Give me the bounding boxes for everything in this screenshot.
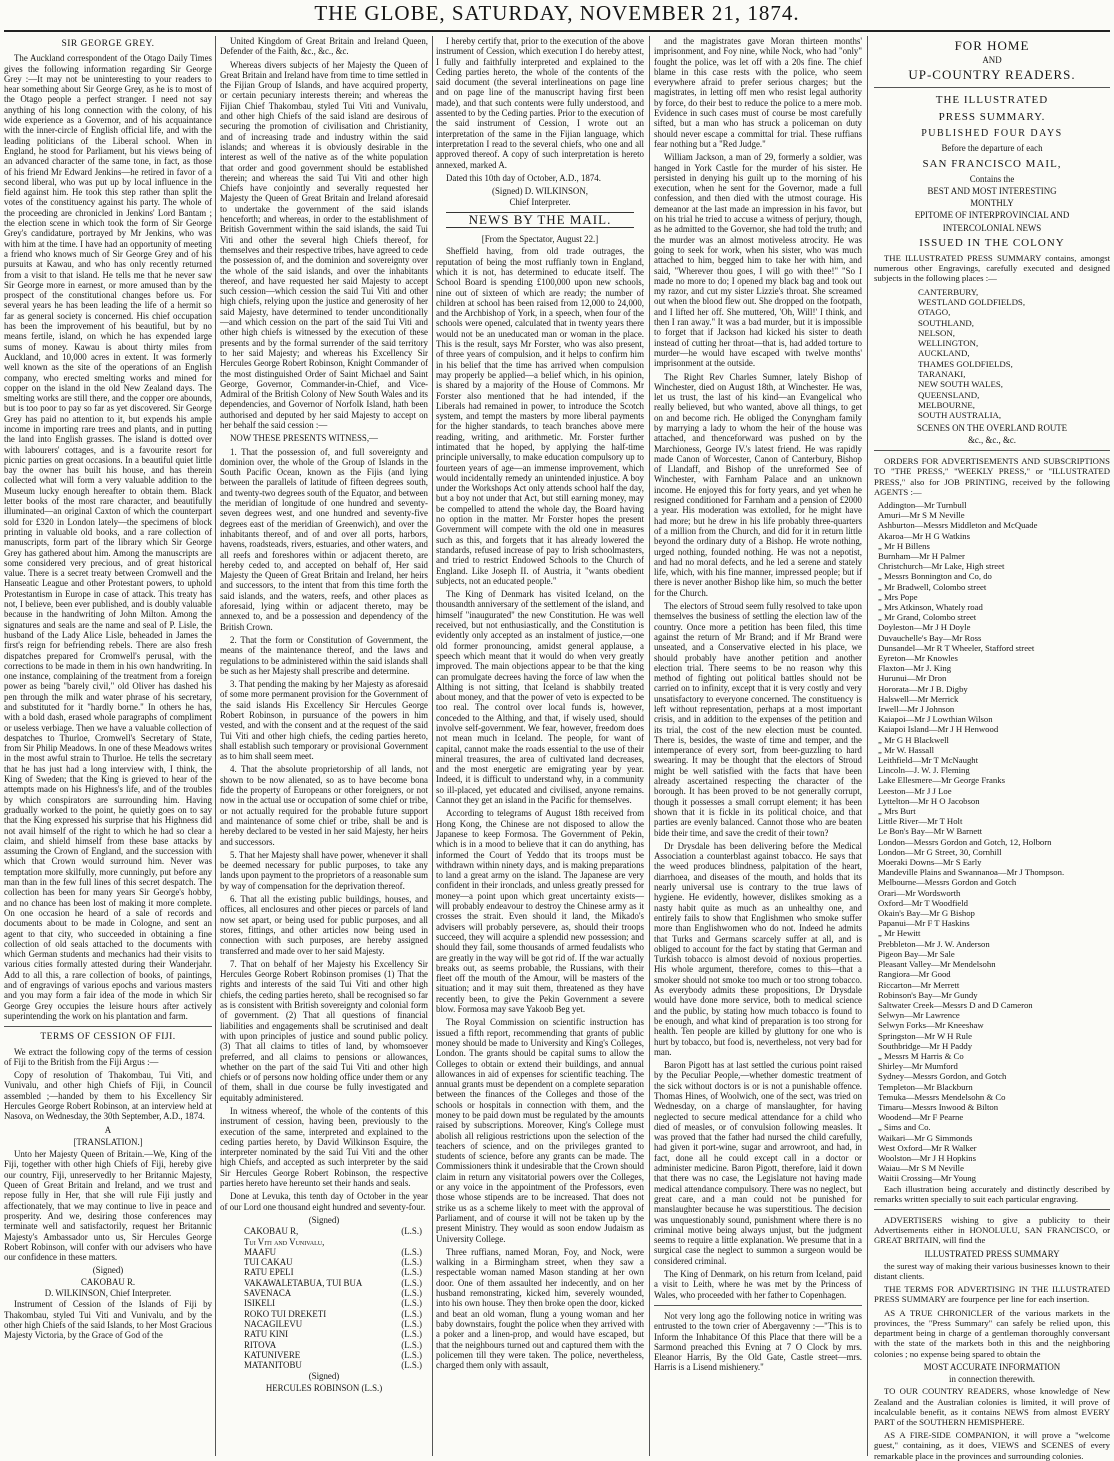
article-paragraph: United Kingdom of Great Britain and Ireland Queen, Defender of the Faith, &c., &c., &c. bbox=[220, 36, 431, 57]
intercolonial-line: INTERCOLONIAL NEWS bbox=[942, 222, 1042, 233]
article-paragraph: Whereas divers subjects of her Majesty the Queen of Great Britain and Ireland have from time to time settled in the Fijian Group of Islands, and have acquired property, or certain pecuniary interests therein; and whereas the Fijian Chief Thakombau, styled Tui Viti and Vunivalu, and other high Chiefs of the said island are desirous of securing the promotion of civilisation and Christianity, and of increasing trade and industry within the said islands; and whereas it is obviously desirable in the interest as well of the native as of the white population that order and good government should be established therein; and whereas the said Tui Viti and other high Chiefs have conjointly and severally requested her Majesty the Queen of Great Britain and Ireland aforesaid to undertake the government of the said islands henceforth; and whereas, in order to the establishment of British Government within the said islands, the said Tui Viti and other the several high Chiefs thereof, for themselves and their respective tribes, have agreed to cede the possession of, and the dominion and sovereignty over the whole of the said islands, and over the inhabitants thereof, and have requested her said Majesty to accept such cession—which cession the said Tui Viti and other high chiefs, relying upon the justice and generosity of her said Majesty, have determined to tender unconditionally—and which cession on the part of the said Tui Viti and other high chiefs is witnessed by the execution of these presents and by the formal surrender of the said territory to her said Majesty; and whereas his Excellency Sir Hercules George Robert Robinson, Knight Commander of the most distinguished Order of Saint Michael and Saint George, Governor, Commander-in-Chief, and Vice-Admiral of the British Colony of New South Wales and its dependencies, and Governor of Norfolk Island, hath been authorised and deputed by her said Majesty to accept on her behalf the said cession :— bbox=[220, 59, 431, 430]
signatory: HERCULES ROBINSON (L.S.) bbox=[265, 1382, 383, 1393]
advertisers-paragraph: ADVERTISERS wishing to give a publicity to their Advertisements either in HONOLULU, SAN FRANCISCO, or GREAT BRITAIN, will find the bbox=[874, 1214, 1113, 1246]
san-francisco-mail: SAN FRANCISCO MAIL, bbox=[922, 157, 1062, 170]
signatory-name: NACAGILEVU bbox=[244, 1318, 303, 1329]
signatory-name: SAVENACA bbox=[244, 1288, 292, 1299]
article-paragraph: Three ruffians, named Moran, Foy, and Nock, were walking in a Birmingham street, when they saw a respectable woman named Mason standing at her own door. One of them assaulted her indecently, and on her husband remonstrating, kicked him, severely wounded, into his own house. They then broke open the door, kicked and beat an old woman, flung a young woman and her baby downstairs, fought the police when they arrived with a poker and a linen-prop, and would have escaped, but that the neighbours turned out and captured them with the policemen till they were taken. The police, nevertheless, charged them only with assault, bbox=[436, 1246, 647, 1371]
article-paragraph: 3. That pending the making by her Majesty as aforesaid of some more permanent provision for the Government of the said islands His Excellency Sir Hercules George Robert Robinson, in pursuance of the powers in him vested, and with the consent and at the request of the said Tui Viti and other high chiefs, the ceding parties hereto, shall establish such temporary or provisional Government as to him shall seem meet. bbox=[220, 679, 431, 762]
signatory-row bbox=[220, 1247, 428, 1257]
agent-item: London—Mr G Street, 30, Cornhill bbox=[878, 846, 1002, 857]
source-line: [From the Spectator, August 22.] bbox=[481, 234, 599, 245]
agent-item: Woolston—Mr J H Hopkins bbox=[878, 1152, 977, 1163]
article-paragraph: Dated this 10th day of October, A.D., 1874. bbox=[446, 172, 601, 183]
agents-list bbox=[874, 500, 1110, 1184]
agent-item: Pigeon Bay—Mr Sale bbox=[878, 948, 955, 959]
signed-label: (Signed) bbox=[92, 1265, 124, 1276]
agent-item: Addington—Mr Turnbull bbox=[878, 499, 967, 510]
column-rule bbox=[649, 36, 650, 1456]
best-line: BEST AND MOST INTERESTING bbox=[927, 185, 1057, 196]
agent-item: „ Mrs Burt bbox=[878, 806, 916, 817]
agent-item: Robinson's Bay—Mr Gundy bbox=[878, 989, 978, 1000]
agent-item: Moeraki Downs—Mr S Early bbox=[878, 857, 982, 868]
signatory-row bbox=[220, 1278, 428, 1288]
signatory-name: RATU EPELI bbox=[244, 1267, 294, 1278]
town-item: TARANAKI, bbox=[918, 369, 966, 380]
agent-item: Selwyn Forks—Mr Kneeshaw bbox=[878, 1020, 984, 1031]
town-item: SOUTH AUSTRALIA, bbox=[918, 410, 1002, 421]
agent-item: Southbridge—Mr H Paddy bbox=[878, 1040, 973, 1051]
accurate-line: MOST ACCURATE INFORMATION bbox=[923, 1361, 1061, 1372]
town-item: WELLINGTON, bbox=[918, 338, 979, 349]
agent-item: „ Mr Bradwell, Colombo street bbox=[878, 581, 987, 592]
agent-item: London—Messrs Gordon and Gotch, 12, Holborn bbox=[878, 836, 1052, 847]
agent-item: „ Mr Grand, Colombo street bbox=[878, 612, 977, 623]
terms-paragraph: THE TERMS FOR ADVERTISING IN THE ILLUSTRATED PRESS SUMMARY are fourpence per line for each insertion. bbox=[874, 1284, 1113, 1305]
masthead-rule bbox=[4, 30, 1110, 32]
signatory-row bbox=[220, 1309, 428, 1319]
country-paragraph: TO OUR COUNTRY READERS, whose knowledge of New Zealand and the Australian colonies is limited, it will prove of incalculable benefit, as it contains NEWS from almost EVERY PART of the SOUTHERN HEMISPHERE. bbox=[874, 1386, 1113, 1427]
article-paragraph: The Royal Commission on scientific instruction has issued a fifth report, recommending that grants of public money should be made to University and King's Colleges, London. The grants should be capital sums to allow the Colleges to obtain or extend their buildings, and annual allowances in aid of expenses for scientific teaching. The annual grants must be dependent on a complete separation between the finances of the Colleges and those of the schools or hospitals in connection with them, and the money to be paid down must be regulated by the amounts raised by subscriptions. Moreover, King's College must abolish all religious restrictions upon the selection of the teachers of science, and on the privileges granted to students of science, before any grants can be made. The Commissioners think it undesirable that the Crown should claim in return any visitatorial powers over the Colleges, or any voice in the appointment of the Professors, even those whose stipends are to be increased. That does not strike us as a scheme likely to meet with the approval of Parliament, and of course it will not be taken up by the present Ministry. They would as soon endow Judaism as University College. bbox=[436, 1017, 647, 1244]
translation-label: [TRANSLATION.] bbox=[73, 1136, 143, 1147]
town-item: WESTLAND GOLDFIELDS, bbox=[918, 296, 1026, 307]
agent-item: Leeston—Mr J J Loe bbox=[878, 785, 952, 796]
agent-item: Amuri—Mr S M Neville bbox=[878, 510, 965, 521]
towns-list bbox=[874, 287, 1110, 421]
advertisers-paragraph-2: the surest way of making their various businesses known to their distant clients. bbox=[874, 1260, 1113, 1282]
agent-item: Hororata—Mr J B. Digby bbox=[878, 683, 968, 694]
signatory-row bbox=[220, 1340, 428, 1350]
agent-item: Sydney—Messrs Gordon, and Gotch bbox=[878, 1071, 1007, 1082]
column-4 bbox=[654, 36, 865, 1456]
agent-item: „ Mrs Pope bbox=[878, 591, 918, 602]
article-paragraph: 2. That the form or Constitution of Government, the means of the maintenance thereof, and the laws and regulations to be administered within the said islands shall be such as her Majesty shall prescribe and determine. bbox=[220, 634, 431, 676]
column-3 bbox=[436, 36, 647, 1456]
orders-paragraph: ORDERS FOR ADVERTISEMENTS AND SUBSCRIPTIONS TO "THE PRESS," "WEEKLY PRESS," or "ILLUSTRATED PRESS," also for JOB PRINTING, received by the following AGENTS :— bbox=[874, 456, 1113, 497]
agent-item: Waitii Crossing—Mr Young bbox=[878, 1173, 977, 1184]
article-paragraph: 6. That all the existing public buildings, houses, and offices, all enclosures and other pieces or parcels of land now set apart, or being used for public purposes, and all stores, fittings, and other articles now being used in connection with such purposes, are hereby assigned transferred and made over to her said Majesty. bbox=[220, 894, 431, 956]
article-paragraph: Not very long ago the following notice in writing was entrusted to the town crier of Abergavenny :—"This is to Inform the Inhabitance Of this Place that there will be a Sarmond preached this Evning at 7 O Clock by mrs. Eleanor Harris, By the Old Gate, Castle street—mrs. Harris is a Lisend mishienery." bbox=[654, 1310, 865, 1373]
seal-mark: (L.S.) bbox=[401, 1288, 422, 1299]
signatory-list bbox=[220, 1226, 428, 1370]
signatory-name: CAKOBAU R, bbox=[244, 1226, 299, 1237]
agent-item: West Oxford—Mr R Walker bbox=[878, 1142, 977, 1153]
town-item: OTAGO, bbox=[918, 307, 951, 318]
etc-line: &c., &c., &c. bbox=[967, 434, 1017, 445]
signatory-row bbox=[220, 1267, 428, 1277]
signatory-row bbox=[220, 1319, 428, 1329]
article-paragraph: Sheffield having, from old trade outrages, the reputation of being the most ruffianly town in England, which it is not, has determined to educate itself. The School Board is spending £100,000 upon new schools, nine out of sixteen of which are ready; the number of children at school has been raised from 12,000 to 24,000, and the Archbishop of York, in a speech, when four of the schools were opened, calculated that in twenty years there would not be an uneducated man or woman in the place. This is the result, says Mr Forster, who was also present, of three years of compulsion, and it helps to confirm him in his belief that the time has arrived when compulsion may properly be applied—a belief which, in his opinion, is shared by a majority of the House of Commons. Mr Forster also mentioned that he had intended, if the Liberals had remained in power, to introduce the Scotch system, and tempt the masters by more liberal payments for the higher standards, to teach branches above mere reading, writing, and arithmetic. Mr. Forster further intimated that he hoped, by applying the half-time principle universally, to make education compulsory up to fourteen years of age—an immense improvement, which would incidentally remedy an unintended injustice. A boy under the Workshops Act only attends school half the day, but a boy not under that Act, but still earning money, may be compelled to attend the whole day, the Board having no option in the matter. Mr Forster hopes the present Government will compete with the old one in measures such as this, and forgets that it has already lowered the standards, refused increase of pay to Irish schoolmasters, and tried to restrict Endowed Schools to the Church of England. Like Joseph II. of Austria, it "wants obedient subjects, not an educated people." bbox=[436, 246, 647, 586]
divider bbox=[4, 1026, 212, 1027]
agent-item: „ Mr H Billens bbox=[878, 540, 930, 551]
agent-item: Woodend—Mr F Pearne bbox=[878, 1112, 964, 1123]
town-item: CANTERBURY, bbox=[918, 286, 979, 297]
masthead: THE GLOBE, SATURDAY, NOVEMBER 21, 1874. bbox=[314, 1, 800, 25]
column-1 bbox=[4, 36, 215, 1456]
monthly-line: MONTHLY bbox=[970, 198, 1014, 209]
article-paragraph: Baron Pigott has at last settled the curious point raised by the Peculiar People,—whether domestic treatment of the sick without doctors is or is not a punishable offence. Thomas Hines, of Woolwich, one of the sect, was tried on Wednesday, on a charge of manslaughter, for having neglected to secure medical attendance for a child who died of measles, or of convulsion following measles. It was proved that the father had nursed the child carefully, had given it port-wine, sugar and arrowroot, and had, in fact, done all he could except call in a doctor or administer medicine. Baron Pigott, therefore, laid it down that there was no case, the Legislature not having made medical attendance compulsory. There was no neglect, but great care, and a man could not be punished for manslaughter because he was superstitious. The decision was unquestionably sound, punishment where there is no criminal motive being always unjust, but the judgment seems to require a little explanation. We presume that in a surgical case the neglect to summon a surgeon would be considered criminal. bbox=[654, 1060, 865, 1266]
seal-mark: (L.S.) bbox=[401, 1298, 422, 1309]
agent-item: Orari—Mr Wordsworth bbox=[878, 887, 961, 898]
agent-item: Templeton—Mr Blackburn bbox=[878, 1081, 973, 1092]
article-paragraph: The Right Rev Charles Sumner, lately Bishop of Winchester, died on August 18th, at Winchester. He was, let us trust, the last of his kind—an Evangelical who really believed, but who wanted, above all things, to get on and become rich. He obliged the Conyngham family by marrying a lady to whom the heir of the house was attached, and thenceforward was pushed on by the Marchioness, George IV.'s latest friend. He was rapidly made Canon of Worcester, Canon of Canterbury, Bishop of Llandaff, and Bishop of the unreformed See of Winchester, with Farnham Palace and an unknown income. He enjoyed this for forty years, and yet when he resigned conditioned for Farnham and a pension of £2000 a year. His moderation was extolled, for he might have had more; but he drew in his life probably three-quarters of a million from the Church, and did for it in return little beyond the ordinary duty of a Bishop. He wrote nothing, urged nothing, founded nothing. He was not a nepotist, and had no moral defects, and he led a serene and stately life, which, with his fine manner, impressed people; but if there is never another Bishop like him, so much the better for the Church. bbox=[654, 371, 865, 598]
seal-mark: (L.S.) bbox=[401, 1308, 422, 1319]
home-heading: FOR HOME bbox=[954, 38, 1030, 53]
agent-item: „ Messrs M Harris & Co bbox=[878, 1050, 964, 1061]
signatory-name: TUI CAKAU bbox=[244, 1257, 293, 1268]
agent-item: Timaru—Messrs Inwood & Bilton bbox=[878, 1101, 999, 1112]
article-paragraph: The Auckland correspondent of the Otago Daily Times gives the following information regarding Sir George Grey :—It may not be uninteresting to your readers to hear something about Sir George Grey, as he is to most of the Otago people a perfect stranger. I need not say anything of his long connection with the colony, of his wide experience as a Governor, and of his acquaintance with the inner-circle of English official life, and with the leading politicians of the Liberal school. When in England, he stood for Parliament, but his views being of an advanced character of the same tone, in fact, as those of his friend Mr Edward Jenkins—he retired in favor of a second liberal, who was put up by local influence in the field against him. He took this step rather than split the votes of the constituency against his party. The whole of the proceeding are chronicled in Jenkins' Lord Bantam ; the election scene in which took the form of Sir George Grey's candidature, portrayed by Mr Jenkins, who was with him at the time. I have had an opportunity of meeting a friend who knows much of Sir George Grey and of his pursuits at Kawau, and who has only recently returned from a visit to that island. He tells me that he never saw Sir George more in earnest, or more amused than by the prospect of the constitutional changes before us. For several years he has been leading the life of a hermit so far as general society is concerned. His chief occupation has been the improvement of his beautiful, but by no means fertile, island, on which he has expended large sums of money. Kawau is about thirty miles from Auckland, and 10,000 acres in extent. It was formerly well known as the site of the operations of an English company, who erected smelting works and mined for copper on the island in the old New Zealand days. The smelting works are still there, and the copper ore abounds, but is too poor to pay so far as yet discovered. Sir George Grey has paid no attention to it, but expends his ample income in importing rare trees and plants, and in putting the land into English grasses. The island is dotted over with labourers' cottages, and is a favourite resort for picnic parties on great occasions. In a beautiful quiet little bay the owner has built his house, and has therein collected what will form a very valuable addition to the Museum lucky enough hereafter to obtain them. Black letter books of the most rare character, and beautifully illuminated—an original Caxton of which the counterpart sold for £320 in London lately—the specimens of block printing in valuable old books, and a rare collection of manuscripts, form part of the library which Sir George Grey has gathered about him. Among the manuscripts are some considered very precious, and of great historical value. There is a secret treaty between Cromwell and the Hanseatic League and other Protestant powers, to uphold Protestantism in Europe in case of attack. This treaty has not, I believe, been ever published, and is doubly valuable because in the handwriting of John Milton. Among the signatures and seals are the name and seal of P. Lisle, the husband of the Lady Alice Lisle, beheaded in James the first's reign for befriending rebels. There are also fresh dispatches prepared for Cromwell's perusal, with the corrections to be made in them in his own handwriting. In one instance, complaining of the treatment from a foreign power as being "barely civil," old Oliver has dashed his pen through the milk and water phrase of his secretary, and substituted for it "hardly borne." In others he has, with a bold dash, erased whole paragraphs of compliment or useless verbiage. Then we have a valuable collection of despatches to Thurloe, Cromwell's Secretary of State, from Sir Philip Meadows. In one of these Meadows writes in the most awful strain to Thurloe. He tells the secretary that he has just had a long interview with, I think, the King of Sweden; that the King is grieved to hear of the attempts made on his Highness's life, and of the troubles by which conspirators are surrounding him. Having gradually worked to the point, he quietly goes on to say that the King expressed his surprise that his Highness did not avail himself of the right to which he had so clear a claim, and shield himself from these base attacks by assuming the Crown of England, and the succession with which that Crown would surround him. Never was temptation more skilfully, more cunningly, put before any man than in the few full lines of this secret despatch. The collection has been for many years Sir George's hobby, and no chance has been lost of making it more complete. On one occasion he heard of a sale of records and documents about to be made in Cologne, and sent an agent to that city, who succeeded in obtaining a fine collection of old seals attached to the documents with which German students and mechanics had their visits to various cities formally attested during their Wanderjahr. Add to all this, a rare collection of books, of paintings, and of engravings of various epochs and various masters and you may form a fair idea of the mode in which Sir George Grey occupies the leisure hours after actively superintending the work on his plantation and farm. bbox=[4, 53, 215, 1021]
agent-item: Riccarton—Mr Merrett bbox=[878, 979, 960, 990]
signatory-name: VAKAWALETABUA, TUI BUA bbox=[244, 1277, 363, 1288]
signatory-name: ROKO TUI DREKETI bbox=[244, 1308, 327, 1319]
agent-item: „ Mr W. Hassall bbox=[878, 744, 934, 755]
news-by-mail-heading: NEWS BY THE MAIL. bbox=[446, 212, 634, 228]
town-item: THAMES GOLDFIELDS, bbox=[918, 358, 1013, 369]
signature: (Signed) D. WILKINSON, bbox=[492, 186, 588, 197]
agent-item: Waiau—Mr S M Neville bbox=[878, 1163, 964, 1174]
article-heading-sir-george-grey: SIR GEORGE GREY. bbox=[61, 39, 155, 49]
signature-title: Chief Interpreter. bbox=[509, 197, 571, 208]
article-paragraph: NOW THESE PRESENTS WITNESS,— bbox=[230, 433, 378, 444]
town-item: AUCKLAND, bbox=[918, 348, 970, 359]
article-paragraph: Done at Levuka, this tenth day of October in the year of our Lord one thousand eight hundred and seventy-four. bbox=[220, 1191, 431, 1212]
article-paragraph: 4. That the absolute proprietorship of all lands, not shown to be now alienated, so as to have become bona fide the property of Europeans or other foreigners, or not now in the actual use or occupation of some chief or tribe, or not actually required for the probable future support and maintenance of some chief or tribe, shall be and is hereby declared to be vested in her said Majesty, her heirs and successors. bbox=[220, 764, 431, 847]
ips-upper: ILLUSTRATED PRESS SUMMARY bbox=[924, 1248, 1060, 1259]
divider bbox=[874, 450, 1110, 451]
ips-title-2: PRESS SUMMARY. bbox=[938, 111, 1046, 124]
agent-item: Leithfield—Mr T McNaught bbox=[878, 755, 979, 766]
article-paragraph: I hereby certify that, prior to the execution of the above instrument of Cession, which execution I do hereby attest, I fully and faithfully interpreted and explained to the Ceding parties hereto, the whole of the contents of the said document (the several interlineations on page line and on page line of the manuscript having first been made), and that such contents were fully understood, and assented to by the Ceding parties. Prior to the execution of the said instrument of Cession, I wrote out an interpretation of the same in the Fijian language, which interpretation I read to the several chiefs, who one and all approved thereof. A copy of such interpretation is hereto annexed, marked A. bbox=[436, 36, 647, 170]
agent-item: Prebbleton—Mr J. W. Anderson bbox=[878, 938, 990, 949]
article-heading-fiji-cession: TERMS OF CESSION OF FIJI. bbox=[40, 1032, 176, 1043]
article-paragraph: Dr Drysdale has been delivering before the Medical Association a counterblast against tobacco. He says that the weed produces blindness, palpitation of the heart, diarrhoea, and diseases of the mouth, and holds that its nearly universal use is contrary to the true laws of hygiene. He evidently, however, dislikes smoking as a nasty habit quite as much as an unhealthy one, and entirely fails to show that Englishmen who smoke suffer more than Englishwomen who do not. Indeed he admits that Turks and Germans scarcely suffer at all, and is obliged to account for the fact by stating that German and Turkish tobacco is almost devoid of noxious properties. His whole argument, therefore, comes to this—that a smoker should not smoke too much or too strong tobacco. As everybody admits these propositions, Dr Drysdale would have done more service, both to medical science and the public, by stating how much tobacco is found to be enough, and what kind of preparation is too strong for health. Ten people are killed by gluttony for one who is hurt by tobacco, but food is, nevertheless, not very bad for man. bbox=[654, 840, 865, 1057]
agent-item: Pleasant Valley—Mr Mendelsohn bbox=[878, 959, 996, 970]
article-paragraph: The King of Denmark has visited Iceland, on the thousandth anniversary of the settlement of the island, and himself "inaugurated" the new Constitution. He was well received, but not enthusiastically, and the Constitution is evidently only accepted as an instalment of justice,—one old former pronouncing, amidst general applause, a speech which meant that it would do when very greatly improved. The main objections appear to be that the king can promulgate decrees having the force of law when the Althing is not sitting, that Iceland is shabbily treated about money, and that the power of veto is expected to be too real. The control over local funds is, however, conceded to the Althing, and that, if wisely used, should involve self-government. We fear, however, freedom does not mean much in Iceland. The people, for want of capital, cannot make the roads essential to the use of their mineral treasures, the area of cultivated land decreases, and the most energetic are emigrating year by year. Indeed, it is difficult to understand why, in a community so ill-placed, yet educated and civilised, anyone remains. Cannot they get an island in the Pacific for themselves. bbox=[436, 589, 647, 806]
seal-mark: (L.S.) bbox=[401, 1226, 422, 1237]
article-paragraph: Copy of resolution of Thakombau, Tui Viti, and Vunivalu, and other high Chiefs of Fiji, in Council assembled ;—handed by them to his Excellency Sir Hercules George Robert Robinson, at an interview held at Nasova, on Wednesday, the 30th September, A.D., 1874. bbox=[4, 1070, 215, 1122]
agent-item: Lyttelton—Mr H O Jacobson bbox=[878, 795, 980, 806]
agent-item: Christchurch—Mr Lake, High street bbox=[878, 561, 1005, 572]
published-line: PUBLISHED FOUR DAYS bbox=[921, 128, 1063, 140]
signatory-row bbox=[220, 1298, 428, 1308]
agent-item: Springston—Mr W H Rule bbox=[878, 1030, 973, 1041]
town-item: NELSON, bbox=[918, 327, 955, 338]
agent-item: Okain's Bay—Mr G Bishop bbox=[878, 908, 975, 919]
agent-item: Papanui—Mr F T Haskins bbox=[878, 918, 970, 929]
seal-mark: (L.S.) bbox=[401, 1267, 422, 1278]
agent-item: „ Mr Hewitt bbox=[878, 928, 921, 939]
agent-item: Melbourne—Messrs Gordon and Gotch bbox=[878, 877, 1017, 888]
agent-item: Eyreton—Mr Knowles bbox=[878, 653, 958, 663]
town-item: QUEENSLAND, bbox=[918, 389, 980, 400]
agent-item: Doyleston—Mr J H Doyle bbox=[878, 622, 971, 633]
agent-item: Selwyn—Mr Lawrence bbox=[878, 1010, 960, 1021]
agent-item: Shirley—Mr Mumford bbox=[878, 1061, 958, 1072]
seal-mark: (L.S.) bbox=[401, 1349, 422, 1360]
signed-label: (Signed) bbox=[308, 1214, 340, 1225]
agent-item: Hurunui—Mr Dron bbox=[878, 673, 947, 684]
agent-item: Kaiapoi Island—Mr J H Henwood bbox=[878, 724, 999, 735]
signed-label: (Signed) bbox=[308, 1371, 340, 1382]
agent-item: Duvauchelle's Bay—Mr Ross bbox=[878, 632, 982, 643]
ips-paragraph: THE ILLUSTRATED PRESS SUMMARY contains, amongst numerous other Engravings, carefully executed and designed subjects in the following places :— bbox=[874, 253, 1113, 284]
agent-item: Akaroa—Mr H G Watkins bbox=[878, 530, 971, 541]
column-rule bbox=[432, 36, 433, 1456]
signatory-name: ISIKELI bbox=[244, 1298, 276, 1309]
ips-title-1: THE ILLUSTRATED bbox=[935, 94, 1049, 107]
chronicler-paragraph: AS A TRUE CHRONICLER of the various markets in the provinces, the "Press Summary" can safely be relied upon, this department being in charge of a gentleman thoroughly conversant with the state of the markets both in this and the neighboring colonies ; no expense being spared to obtain the bbox=[874, 1307, 1113, 1359]
signatory-row bbox=[220, 1288, 428, 1298]
divider bbox=[874, 87, 1110, 88]
article-paragraph: 7. That on behalf of her Majesty his Excellency Sir Hercules George Robert Robinson promises (1) That the rights and interests of the said Tui Viti and other high chiefs, the ceding parties hereto, shall be recognised so far as is consistent with British sovereignty and colonial form of government. (2) That all questions of financial liabilities and engagements shall be scrutinised and dealt with upon principles of justice and sound public policy. (3) That all claims to titles of land, by whomsoever preferred, and all claims to pensions or allowances, whether on the part of the said Tui Viti and other high chiefs or of persons now holding office under them or any of them, shall in due course be fully investigated and equitably administered. bbox=[220, 958, 431, 1103]
signatory-row bbox=[220, 1360, 428, 1370]
signatory-name: RATU KINI bbox=[244, 1329, 289, 1340]
before-line: Before the departure of each bbox=[941, 143, 1043, 154]
article-paragraph: 1. That the possession of, and full sovereignty and dominion over, the whole of the Group of Islands in the South Pacific Ocean, known as the Fijis (and lying between the parallels of latitude of fifteen degrees south, and twenty-two degrees south of the Equator, and between the meridian of longitude of one hundred and seventy-seven degrees west, and one hundred and seventy-five degrees east of the meridian of Greenwich), and over the inhabitants thereof, and of and over all ports, harbors, havens, roadsteads, rivers, estuaries, and other waters, and all reefs and foreshores within or adjacent thereto, are hereby ceded to, and accepted on behalf of, Her said Majesty the Queen of Great Britain and Ireland, her heirs and successors, to the intent that from this time forth the said islands, and the waters, reefs, and other places as aforesaid, lying within or adjacent thereto, may be annexed to, and be a possession and dependency of the British Crown. bbox=[220, 446, 431, 632]
agent-item: Lake Ellesmere—Mr George Franks bbox=[878, 775, 1005, 786]
fireside-paragraph: AS A FIRE-SIDE COMPANION, it will prove a "welcome guest," containing, as it does, VIEWS and SCENES of every remarkable place in the provinces and surrounding colonies. bbox=[874, 1430, 1113, 1461]
town-item: SOUTHLAND, bbox=[918, 317, 974, 328]
agent-item: Oxford—Mr T Woodfield bbox=[878, 897, 969, 908]
agent-item: Le Bon's Bay—Mr W Barnett bbox=[878, 826, 983, 837]
seal-mark: (L.S.) bbox=[401, 1246, 422, 1257]
agent-item: Flaxton—Mr J. King bbox=[878, 663, 952, 674]
signatory-name: Tui Viti and Vunivalu, bbox=[244, 1236, 325, 1247]
signatory-row bbox=[220, 1257, 428, 1267]
article-paragraph: 5. That her Majesty shall have power, whenever it shall be deemed necessary for public purposes, to take any lands upon payment to the proprietors of a reasonable sum by way of compensation for the deprivation thereof. bbox=[220, 849, 431, 891]
article-paragraph: William Jackson, a man of 29, formerly a soldier, was hanged in York Castle for the murder of his sister. He persisted in denying his guilt up to the morning of his execution, when he sent for the Governor, made a full confession, and then died with the utmost courage. His demeanor at the last made an impression in his favor, but on his trial he tried to accuse a witness of perjury, though, as he admitted to the Governor, she had told the truth; and the murder was an almost motiveless atrocity. He was going to seek for work, when his sister, who was much attached to him, begged him to take her with him, and said, "Wherever thou goes, I will go with thee!" "So I made no more to do; I opened my black bag and took out my razor, and cut my sister Lizzie's throat. She screamed out when the blood flew out. She dropped on the footpath, and I lifted her off. She muttered, 'Oh, Will!' I think, and then I ran away." It was a bad murder, but it is impossible to forget that if Jackson had kicked his sister to death instead of cutting her throat—that is, had added torture to murder—he would have escaped with twelve months' imprisonment at the outside. bbox=[654, 152, 865, 369]
article-paragraph: According to telegrams of August 18th received from Hong Kong, the Chinese are not disposed to allow the Japanese to keep Formosa. The Government of Pekin, which is in a mood to believe that it can do anything, has informed the Court of Yeddo that its troops must be withdrawn within ninety days, and is making preparations to land a great army on the island. The Japanese are very confident in their ironclads, and unless greatly pressed for money—a point upon which great uncertainty exists—will probably endeavour to destroy the Chinese army as it crosses the strait. Even should it land, the Mikado's advisers will probably persevere, as, should their troops succeed, they will acquire a splendid new possession; and should they fail, some thousands of armed feudalists who are greatly in the way will be got rid of. If the war actually breaks out, as seems probable, the Russians, with their fleet off the mouth of the Amour, will be masters of the situation; and it may suit them, threatened as they have recently been, to give the Pekin Government a severe blow. Formosa may save Yakoob Beg yet. bbox=[436, 808, 647, 1015]
agent-item: Irwell—Mr J Johnson bbox=[878, 704, 955, 715]
agent-item: Saltwater Creek—Messrs D and D Cameron bbox=[878, 999, 1033, 1010]
article-paragraph: and the magistrates gave Moran thirteen months' imprisonment, and Foy nine, while Nock, who had "only" fought the police, was let off with a 20s fine. The chief blame in this case rests with the police, who seem everywhere afraid to prefer serious charges; but the magistrates, in letting off men who resist legal authority by force, do their best to reduce the police to a mere mob. Evidence in such cases must of course be most carefully sifted, but a man who has struck a policeman on duty should never escape a committal for trial. These ruffians fear nothing but a "Red Judge." bbox=[654, 36, 865, 149]
article-paragraph: We extract the following copy of the terms of cession of Fiji to the British from the Fiji Argus :— bbox=[4, 1046, 215, 1067]
epitome-line: EPITOME OF INTERPROVINCIAL AND bbox=[914, 210, 1070, 221]
agent-item: Kaiapoi—Mr J Lowthian Wilson bbox=[878, 714, 993, 725]
signatory-name: KATUNIVERE bbox=[244, 1349, 301, 1360]
home-and: AND bbox=[982, 55, 1002, 65]
each-illustration: Each illustration being accurately and distinctly described by remarks written specially to suit each particular engraving. bbox=[874, 1183, 1113, 1204]
seal-mark: (L.S.) bbox=[401, 1318, 422, 1329]
agent-item: „ Mrs Atkinson, Whately road bbox=[878, 601, 983, 612]
signatory-row bbox=[220, 1329, 428, 1339]
agent-item: „ Mr G H Blackwell bbox=[878, 734, 949, 745]
agent-item: Ashburton—Messrs Middleton and McQuade bbox=[878, 520, 1038, 531]
divider bbox=[654, 1305, 862, 1306]
seal-mark: (L.S.) bbox=[401, 1360, 422, 1371]
article-paragraph: In witness whereof, the whole of the contents of this instrument of cession, having been, previously to the execution of the same, interpreted and explained to the ceding parties hereto, by David Wilkinson Esquire, the interpreter nominated by the said Tui Viti and the other high Chiefs, and accepted as such interpreter by the said Sir Hercules George Robert Robinson, the respective parties hereto have hereunto set their hands and seals. bbox=[220, 1105, 431, 1189]
agent-item: Lincoln—J. W. J. Fleming bbox=[878, 765, 970, 776]
agent-item: Dunsandel—Mr R T Wheeler, Stafford street bbox=[878, 642, 1035, 653]
signatory-name: MAAFU bbox=[244, 1246, 277, 1257]
agent-item: „ Messrs Bonnington and Co, do bbox=[878, 571, 992, 582]
issued-line: ISSUED IN THE COLONY bbox=[919, 237, 1065, 250]
column-2 bbox=[220, 36, 431, 1456]
agent-item: Temuka—Messrs Mendelsohn & Co bbox=[878, 1091, 1006, 1102]
signatory: CAKOBAU R. bbox=[80, 1276, 136, 1287]
article-paragraph: Unto her Majesty Queen of Britain.—We, King of the Fiji, together with other high Chiefs of Fiji, hereby give our country, Fiji, unreservedly to her Britannic Majesty, Queen of Great Britain and Ireland, and we trust and repose fully in Her, that she will rule Fiji justly and affectionately, that we may continue to live in peace and prosperity. And we, desiring those conferences may terminate well and satisfactorily, request her Britannic Majesty's Ambassador unto us, Sir Hercules George Robert Robinson, will confer with our advisers who have our confidence in these matters. bbox=[4, 1149, 215, 1263]
scenes-line: SCENES ON THE OVERLAND ROUTE bbox=[916, 422, 1068, 433]
signatory-name: RITOVA bbox=[244, 1339, 277, 1350]
article-paragraph: Instrument of Cession of the Islands of Fiji by Thakombau, styled Tui Viti and Vunivalu, and by the other high Chiefs of the said Islands, to her Most Gracious Majesty Victoria, by the Grace of God of the bbox=[4, 1299, 215, 1341]
column-rule bbox=[215, 36, 216, 1456]
seal-mark: (L.S.) bbox=[401, 1329, 422, 1340]
annex-letter: A bbox=[104, 1124, 112, 1135]
connection-line: in connection therewith. bbox=[948, 1374, 1035, 1384]
article-paragraph: The King of Denmark, on his return from Iceland, paid a visit to Leith, where he was met by the Princess of Wales, who proceeded with her father to Copenhagen. bbox=[654, 1269, 865, 1300]
seal-mark: (L.S.) bbox=[401, 1277, 422, 1288]
signatory: D. WILKINSON, Chief Interpreter. bbox=[44, 1288, 172, 1299]
column-rule bbox=[867, 36, 868, 1456]
signatory-row bbox=[220, 1350, 428, 1360]
seal-mark: (L.S.) bbox=[401, 1257, 422, 1268]
signatory-row bbox=[220, 1226, 428, 1236]
agent-item: Burnham—Mr H Palmer bbox=[878, 550, 965, 561]
agent-item: Mandeville Plains and Swannanoa—Mr J Thompson. bbox=[878, 867, 1065, 878]
agent-item: Rangiora—Mr Good bbox=[878, 969, 951, 980]
seal-mark: (L.S.) bbox=[401, 1339, 422, 1350]
article-paragraph: The electors of Stroud seem fully resolved to take upon themselves the business of settling the election law of the country. Once more a petition has been filed, this time against the return of Mr Brand; and if Mr Brand were unseated, and a Conservative elected in his place, we should probably have another petition and another election trial. There seems to be no reason why this method of fighting out political battles should not be carried on to infinity, except that it is very costly and very unsatisfactory to everyone concerned. The constituency is left without representation, perhaps at a most important crisis, and in addition to the expenses of the petition and its trial, the cost of the new election must be counted. There is, besides, the waste of time and temper, and the intemperance of every sort, from beer-guzzling to hard swearing. It may be thought that the electors of Stroud might be well satisfied with the facts that have been already ascertained respecting the character of the borough. It has been proved to be not generally corrupt, though it possesses a small corrupt element; it has been shown that it is fickle in its political choice, and that parties are evenly balanced. Cannot those who are beaten bide their time, and save the credit of their town? bbox=[654, 601, 865, 838]
column-5-advertisements bbox=[874, 36, 1113, 1461]
home-heading-2: UP-COUNTRY READERS. bbox=[908, 67, 1076, 83]
agent-item: Little River—Mr T Holt bbox=[878, 816, 963, 827]
agent-item: „ Sims and Co. bbox=[878, 1122, 931, 1133]
town-item: MELBOURNE, bbox=[918, 399, 975, 410]
signatory-row bbox=[220, 1237, 428, 1247]
divider bbox=[874, 1209, 1110, 1210]
contains-line: Contains the bbox=[969, 173, 1015, 184]
agent-item: Waikari—Mr G Simmonds bbox=[878, 1132, 973, 1143]
agent-item: Halswell—Mr Merrick bbox=[878, 693, 959, 704]
signatory-name: MATANITOBU bbox=[244, 1360, 302, 1371]
town-item: NEW SOUTH WALES, bbox=[918, 379, 1003, 390]
